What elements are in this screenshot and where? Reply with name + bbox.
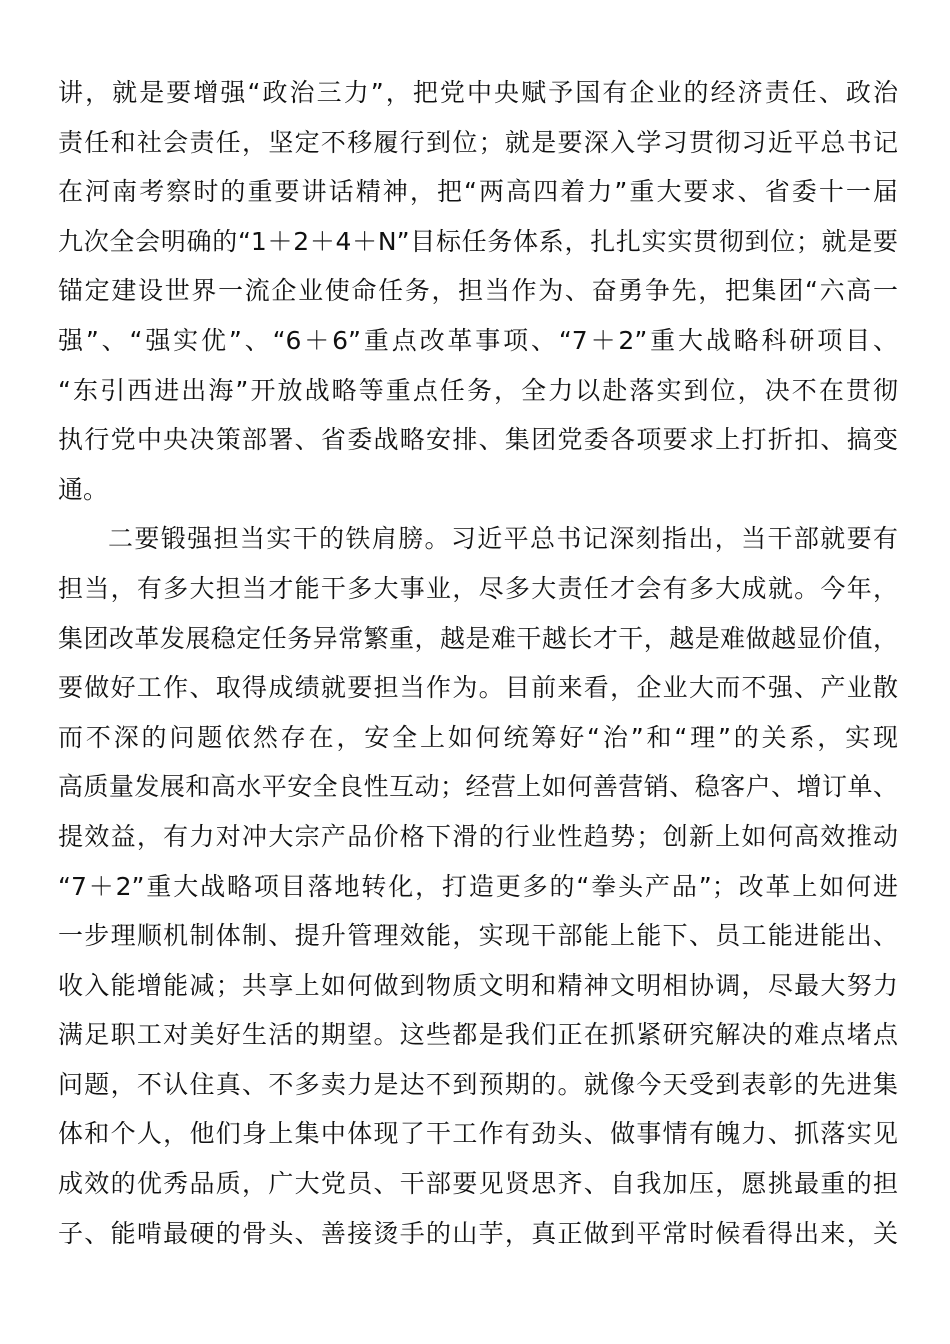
text-line: 通。 [58,474,109,504]
text-line: 要做好工作、取得成绩就要担当作为。目前来看，企业大而不强、产业散 [58,673,898,703]
text-line: 收入能增能减；共享上如何做到物质文明和精神文明相协调，尽最大努力 [58,970,898,1000]
text-line: 高质量发展和高水平安全良性互动；经营上如何善营销、稳客户、增订单、 [58,772,898,802]
text-line: 强”、“强实优”、“6＋6”重点改革事项、“7＋2”重大战略科研项目、 [58,325,898,355]
text-line: “东引西进出海”开放战略等重点任务，全力以赴落实到位，决不在贯彻 [58,375,898,405]
text-line: 而不深的问题依然存在，安全上如何统筹好“治”和“理”的关系，实现 [58,722,898,752]
text-line: 讲，就是要增强“政治三力”，把党中央赋予国有企业的经济责任、政治 [58,78,898,107]
text-line: 满足职工对美好生活的期望。这些都是我们正在抓紧研究解决的难点堵点 [58,1020,898,1050]
text-line: 锚定建设世界一流企业使命任务，担当作为、奋勇争先，把集团“六高一 [58,276,898,306]
text-line: 在河南考察时的重要讲话精神，把“两高四着力”重大要求、省委十一届 [58,177,898,207]
text-line: 集团改革发展稳定任务异常繁重，越是难干越长才干，越是难做越显价值， [58,623,898,653]
text-line: 提效益，有力对冲大宗产品价格下滑的行业性趋势；创新上如何高效推动 [58,821,898,851]
text-line: “7＋2”重大战略项目落地转化，打造更多的“拳头产品”；改革上如何进 [58,871,898,901]
text-line: 九次全会明确的“1＋2＋4＋N”目标任务体系，扎扎实实贯彻到位；就是要 [58,226,898,256]
text-line: 责任和社会责任，坚定不移履行到位；就是要深入学习贯彻习近平总书记 [58,127,898,157]
text-line: 执行党中央决策部署、省委战略安排、集团党委各项要求上打折扣、搞变 [58,425,898,455]
text-line: 体和个人，他们身上集中体现了干工作有劲头、做事情有魄力、抓落实见 [58,1119,898,1149]
text-line: 子、能啃最硬的骨头、善接烫手的山芋，真正做到平常时候看得出来，关 [58,1218,898,1248]
body-text [58,68,898,1258]
text-line: 担当，有多大担当才能干多大事业，尽多大责任才会有多大成就。今年， [58,573,898,603]
text-line: 一步理顺机制体制、提升管理效能，实现干部能上能下、员工能进能出、 [58,921,898,951]
text-line: 成效的优秀品质，广大党员、干部要见贤思齐、自我加压，愿挑最重的担 [58,1169,898,1199]
paragraph-first-line: 二要锻强担当实干的铁肩膀。习近平总书记深刻指出，当干部就要有 [108,524,898,554]
text-line: 问题，不认住真、不多卖力是达不到预期的。就像今天受到表彰的先进集 [58,1069,898,1099]
